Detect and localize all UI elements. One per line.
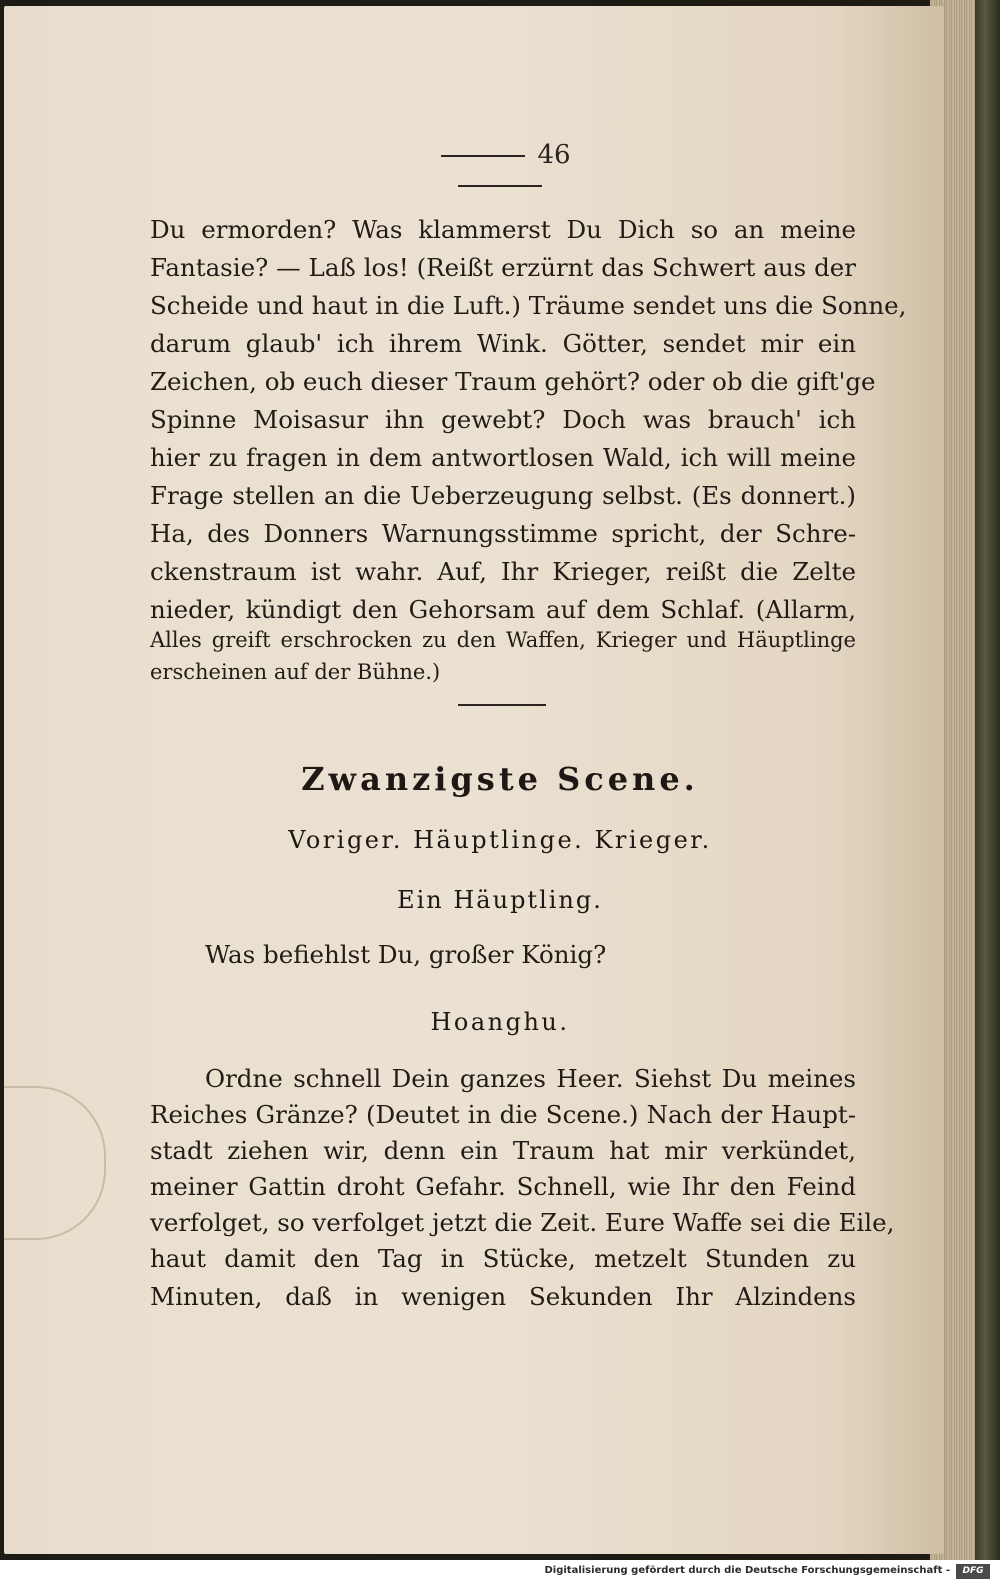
text-line: Spinne Moisasur ihn gewebt? Doch was brauch' ich [150,405,856,434]
text-line: Zeichen, ob euch dieser Traum gehört? oder ob die gift'ge [150,367,876,396]
speaker-name: Ein Häuptling. [397,886,603,914]
speaker-name: Hoanghu. [430,1008,570,1036]
scene-title: Zwanzigste Scene. [301,760,699,798]
text-line: hier zu fragen in dem antwortlosen Wald, ich will meine [150,443,856,472]
text-line: Reiches Gränze? (Deutet in die Scene.) Nach der Haupt- [150,1100,856,1129]
text-line: Scheide und haut in die Luft.) Träume sendet uns die Sonne, [150,291,907,320]
text-line: verfolget, so verfolget jetzt die Zeit. Eure Waffe sei die Eile, [150,1208,895,1237]
text-line: darum glaub' ich ihrem Wink. Götter, sendet mir ein [150,329,856,358]
text-line: Du ermorden? Was klammerst Du Dich so an meine [150,215,856,244]
text-line: nieder, kündigt den Gehorsam auf dem Schlaf. (Allarm, [150,595,856,624]
page-number-text: 46 [537,140,571,170]
clip-impression [4,1086,106,1240]
page-number-dash-right [458,185,542,187]
speech-line: Was befiehlst Du, großer König? [205,940,607,969]
text-line: stadt ziehen wir, denn ein Traum hat mir verkündet, [150,1136,856,1165]
dfg-logo: DFG [956,1564,990,1579]
book-spine [975,0,1000,1560]
page-number [380,140,620,200]
text-line: erscheinen auf der Bühne.) [150,660,441,684]
page-number-dash-left [441,155,525,157]
text-line: Ha, des Donners Warnungsstimme spricht, der Schre- [150,519,856,548]
funding-notice: Digitalisierung gefördert durch die Deutsche Forschungsgemeinschaft - [544,1565,950,1576]
text-line: haut damit den Tag in Stücke, metzelt Stunden zu [150,1244,856,1273]
text-line: Minuten, daß in wenigen Sekunden Ihr Alzindens [150,1282,856,1311]
text-line: Fantasie? — Laß los! (Reißt erzürnt das Schwert aus der [150,253,856,282]
text-line: Alles greift erschrocken zu den Waffen, Krieger und Häuptlinge [150,628,856,652]
text-line: ckenstraum ist wahr. Auf, Ihr Krieger, reißt die Zelte [150,557,856,586]
character-list: Voriger. Häuptlinge. Krieger. [288,826,712,854]
text-line: meiner Gattin droht Gefahr. Schnell, wie Ihr den Feind [150,1172,856,1201]
text-line: Frage stellen an die Ueberzeugung selbst. (Es donnert.) [150,481,856,510]
section-divider [458,704,546,706]
digitization-footer [0,1560,1000,1584]
text-line: Ordne schnell Dein ganzes Heer. Siehst Du meines [205,1064,856,1093]
